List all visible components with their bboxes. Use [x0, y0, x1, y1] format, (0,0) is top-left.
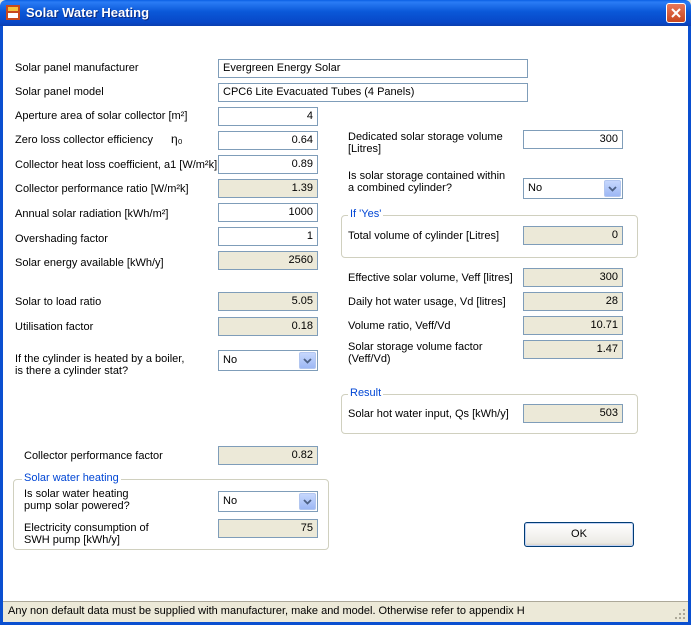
ok-button[interactable]: OK	[524, 522, 634, 547]
cylinder-stat-value: No	[223, 354, 238, 366]
zero-loss-efficiency-label: Zero loss collector efficiency	[15, 134, 153, 146]
aperture-area-label: Aperture area of solar collector [m²]	[15, 110, 188, 122]
pump-solar-powered-value: No	[223, 495, 238, 507]
storage-volume-factor-label-line2: (Veff/Vd)	[348, 353, 391, 365]
daily-usage-value: 28	[523, 292, 623, 311]
close-button[interactable]	[666, 3, 686, 23]
storage-volume-factor-value: 1.47	[523, 340, 623, 359]
combined-cylinder-select[interactable]	[523, 178, 623, 199]
performance-ratio-value: 1.39	[218, 179, 318, 198]
dedicated-storage-label-line2: [Litres]	[348, 143, 382, 155]
heat-loss-coefficient-label: Collector heat loss coefficient, a1 [W/m²k]	[15, 159, 218, 171]
close-icon	[671, 8, 681, 18]
effective-volume-label: Effective solar volume, Veff [litres]	[348, 272, 513, 284]
model-input[interactable]: CPC6 Lite Evacuated Tubes (4 Panels)	[218, 83, 528, 102]
combined-cylinder-label-line1: Is solar storage contained within	[348, 170, 506, 182]
combined-cylinder-value: No	[528, 182, 543, 194]
solar-energy-available-label: Solar energy available [kWh/y]	[15, 257, 164, 269]
volume-ratio-label: Volume ratio, Veff/Vd	[348, 320, 451, 332]
cylinder-stat-label-line2: is there a cylinder stat?	[15, 365, 129, 377]
combined-cylinder-label-line2: a combined cylinder?	[348, 182, 452, 194]
electricity-consumption-label-line1: Electricity consumption of	[24, 522, 149, 534]
pump-solar-powered-label-line1: Is solar water heating	[24, 488, 129, 500]
chevron-down-icon[interactable]	[299, 352, 316, 369]
aperture-area-input[interactable]: 4	[218, 107, 318, 126]
annual-radiation-input[interactable]: 1000	[218, 203, 318, 222]
dedicated-storage-label-line1: Dedicated solar storage volume	[348, 131, 503, 143]
zero-loss-efficiency-input[interactable]: 0.64	[218, 131, 318, 150]
chevron-down-icon[interactable]	[604, 180, 621, 197]
pump-solar-powered-select[interactable]	[218, 491, 318, 512]
title-bar	[0, 0, 691, 26]
cylinder-stat-select[interactable]	[218, 350, 318, 371]
model-label: Solar panel model	[15, 86, 104, 98]
resize-grip-icon[interactable]	[674, 608, 686, 620]
manufacturer-label: Solar panel manufacturer	[15, 62, 139, 74]
daily-usage-label: Daily hot water usage, Vd [litres]	[348, 296, 506, 308]
collector-performance-factor-label: Collector performance factor	[24, 450, 163, 462]
result-group-title: Result	[350, 387, 382, 399]
solar-hot-water-input-value: 503	[523, 404, 623, 423]
total-volume-value: 0	[523, 226, 623, 245]
dedicated-storage-input[interactable]: 300	[523, 130, 623, 149]
storage-volume-factor-label-line1: Solar storage volume factor	[348, 341, 483, 353]
solar-energy-available-value: 2560	[218, 251, 318, 270]
total-volume-label: Total volume of cylinder [Litres]	[348, 230, 500, 242]
heat-loss-coefficient-input[interactable]: 0.89	[218, 155, 318, 174]
swh-group-title: Solar water heating	[24, 472, 119, 484]
volume-ratio-value: 10.71	[523, 316, 623, 335]
performance-ratio-label: Collector performance ratio [W/m²k]	[15, 183, 189, 195]
annual-radiation-label: Annual solar radiation [kWh/m²]	[15, 208, 169, 220]
eta-zero-symbol: η₀	[171, 132, 183, 146]
status-text: Any non default data must be supplied with manufacturer, make and model. Otherwise refer to appendix H	[8, 605, 525, 617]
solar-hot-water-input-label: Solar hot water input, Qs [kWh/y]	[348, 408, 509, 420]
chevron-down-icon[interactable]	[299, 493, 316, 510]
solar-to-load-ratio-value: 5.05	[218, 292, 318, 311]
utilisation-factor-label: Utilisation factor	[15, 321, 94, 333]
overshading-factor-label: Overshading factor	[15, 233, 108, 245]
window-title: Solar Water Heating	[26, 5, 150, 20]
manufacturer-input[interactable]: Evergreen Energy Solar	[218, 59, 528, 78]
pump-solar-powered-label-line2: pump solar powered?	[24, 500, 130, 512]
cylinder-stat-label-line1: If the cylinder is heated by a boiler,	[15, 353, 185, 365]
electricity-consumption-label-line2: SWH pump [kWh/y]	[24, 534, 120, 546]
overshading-factor-input[interactable]: 1	[218, 227, 318, 246]
utilisation-factor-value: 0.18	[218, 317, 318, 336]
if-yes-group-title: If 'Yes'	[350, 208, 382, 220]
electricity-consumption-value: 75	[218, 519, 318, 538]
solar-to-load-ratio-label: Solar to load ratio	[15, 296, 102, 308]
collector-performance-factor-value: 0.82	[218, 446, 318, 465]
status-bar	[3, 601, 688, 622]
effective-volume-value: 300	[523, 268, 623, 287]
app-icon	[6, 5, 20, 20]
